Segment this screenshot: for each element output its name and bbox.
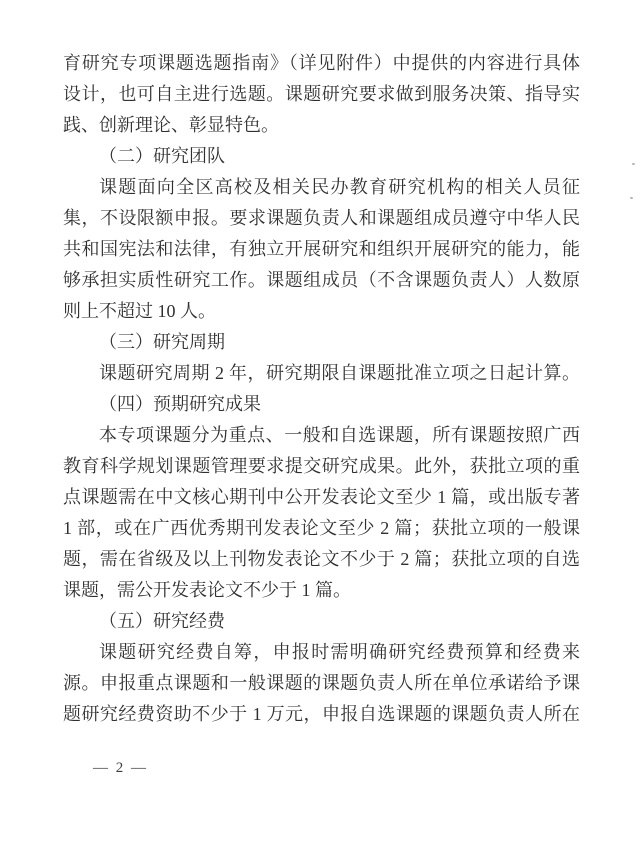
text-line: 课题研究经费自筹，申报时需明确研究经费预算和经费来 <box>99 642 580 662</box>
text-line: 集，不设限额申报。要求课题负责人和课题组成员遵守中华人民 <box>63 208 580 228</box>
text-line: 共和国宪法和法律，有独立开展研究和组织开展研究的能力，能 <box>63 239 580 259</box>
text-line: （二）研究团队 <box>99 146 225 166</box>
scan-speck <box>630 197 633 199</box>
text-lines <box>63 48 580 730</box>
text-line: 源。申报重点课题和一般课题的课题负责人所在单位承诺给予课 <box>63 673 580 693</box>
text-line: 够承担实质性研究工作。课题组成员（不含课题负责人）人数原 <box>63 270 580 290</box>
text-line: 育研究专项课题选题指南》（详见附件）中提供的内容进行具体 <box>63 53 580 73</box>
text-line: （五）研究经费 <box>99 611 225 631</box>
text-line: 课题研究周期 2 年，研究期限自课题批准立项之日起计算。 <box>99 363 580 383</box>
text-line: 题，需在省级及以上刊物发表论文不少于 2 篇；获批立项的自选 <box>63 549 580 569</box>
text-line: 践、创新理论、彰显特色。 <box>63 115 279 135</box>
scan-speck <box>632 163 635 165</box>
text-line: 设计，也可自主进行选题。课题研究要求做到服务决策、指导实 <box>63 84 580 104</box>
text-line: 1 部，或在广西优秀期刊发表论文至少 2 篇；获批立项的一般课 <box>63 518 580 538</box>
text-line: 本专项课题分为重点、一般和自选课题，所有课题按照广西 <box>99 425 580 445</box>
text-line: 课题面向全区高校及相关民办教育研究机构的相关人员征 <box>99 177 580 197</box>
text-line: （四）预期研究成果 <box>99 394 261 414</box>
page-number: — 2 — <box>93 760 148 776</box>
text-line: 教育科学规划课题管理要求提交研究成果。此外，获批立项的重 <box>63 456 580 476</box>
text-line: （三）研究周期 <box>99 332 225 352</box>
text-line: 题研究经费资助不少于 1 万元，申报自选课题的课题负责人所在 <box>63 704 580 724</box>
text-line: 点课题需在中文核心期刊中公开发表论文至少 1 篇，或出版专著 <box>63 487 580 507</box>
text-line: 课题，需公开发表论文不少于 1 篇。 <box>63 580 351 600</box>
text-line: 则上不超过 10 人。 <box>63 301 216 321</box>
